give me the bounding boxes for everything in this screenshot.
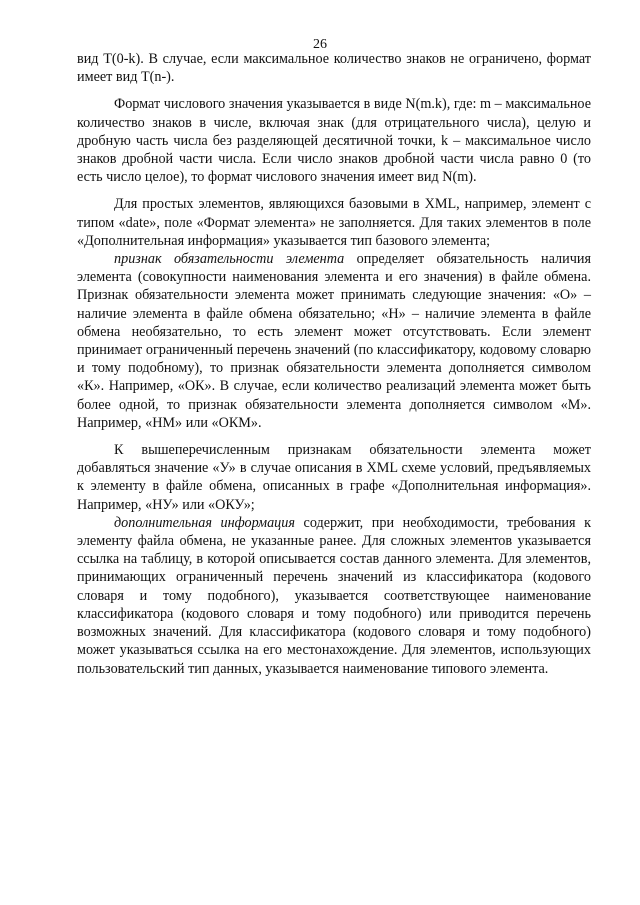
page-number: 26 [313, 37, 327, 52]
paragraph [77, 95, 591, 186]
text-segment: вид T(0-k). В случае, если максимальное количество знаков не ограничено, формат имеет вид T(n-). [77, 51, 591, 86]
body-text [77, 50, 591, 678]
text-segment: Формат числового значения указывается в виде N(m.k), где: m – максимальное количество знаков в числе, включая знак (для отрицательного числа), целую и дробную часть числа без разделяющей десятичной точки, k – максимальное число знаков дробной части числа. Если число знаков дробной части числа равно 0 (то есть число целое), то формат числового значения имеет вид N(m). [77, 96, 591, 186]
paragraph [77, 50, 591, 86]
text-segment: Для простых элементов, являющихся базовыми в XML, например, элемент с типом «date», поле «Формат элемента» не заполняется. Для таких элементов в поле «Дополнительная информация» указывается тип базового элемента; [77, 196, 591, 249]
text-segment: К вышеперечисленным признакам обязательности элемента может добавляться значение «У» в случае описания в XML схеме условий, предъявляемых к элементу в файле обмена, описанных в графе «Дополнительная информация». Например, «НУ» или «ОКУ»; [77, 442, 591, 513]
italic-term: признак обязательности элемента [114, 251, 345, 268]
text-segment: определяет обязательность наличия элемента (совокупности наименования элемента и его значения) в файле обмена. Признак обязательности элемента может принимать следующие значения: «О» – наличие элемента в файле обмена обязательно; «Н» – наличие элемента в файле обмена необязательно, то есть элемент может отсутствовать. Если элемент принимает ограниченный перечень значений (по классификатору, кодовому словарю и тому подобному), то признак обязательности элемента дополняется символом «К». Например, «ОК». В случае, если количество реализаций элемента может быть более одной, то признак обязательности элемента дополняется символом «М». Например, «НМ» или «ОКМ». [77, 251, 591, 431]
paragraph [77, 514, 591, 678]
paragraph [77, 441, 591, 514]
paragraph [77, 250, 591, 432]
text-segment: содержит, при необходимости, требования к элементу файла обмена, не указанные ранее. Для сложных элементов указывается ссылка на таблицу, в которой описывается состав данного элемента. Для элементов, принимающих ограниченный перечень значений из классификатора (кодового словаря и тому подобного), указывается соответствующее наименование классификатора (кодового словаря и тому подобного) или приводится перечень возможных значений. Для классификатора (кодового словаря и тому подобного) может указываться ссылка на его местонахождение. Для элементов, использующих пользовательский тип данных, указывается наименование типового элемента. [77, 514, 591, 677]
paragraph [77, 195, 591, 250]
italic-term: дополнительная информация [114, 514, 295, 531]
